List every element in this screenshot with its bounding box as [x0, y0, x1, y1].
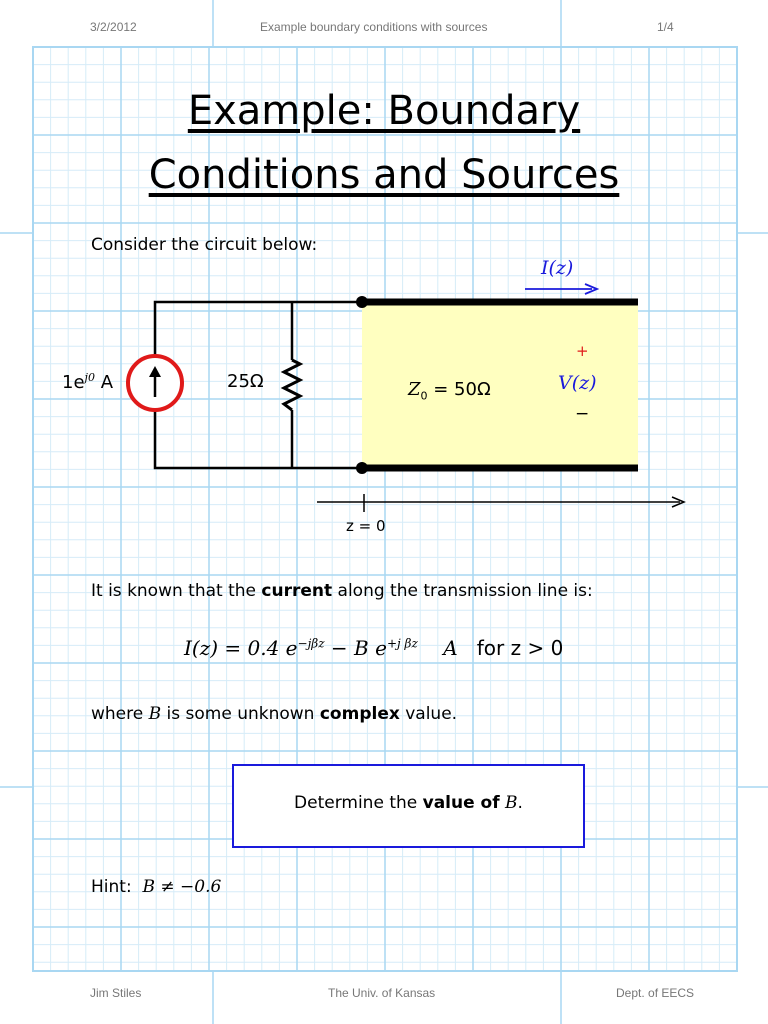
- z-zero-label: z = 0: [346, 517, 386, 535]
- resistor-label: 25Ω: [227, 371, 264, 392]
- where-statement: where B is some unknown complex value.: [91, 704, 458, 724]
- header-page-number: 1/4: [657, 20, 674, 34]
- top-terminal-dot: [356, 296, 368, 308]
- current-equation: I(z) = 0.4 $e^{-j\beta z} - B$ $e^{+j \beta z}$ A for z > 0: [184, 636, 564, 660]
- voltage-minus-sign: −: [575, 404, 590, 424]
- voltage-plus-sign: +: [576, 342, 589, 360]
- footer-department: Dept. of EECS: [616, 986, 695, 1000]
- source-label: $1e^{j0}$ A: [62, 371, 114, 393]
- footer-university: The Univ. of Kansas: [328, 986, 436, 1000]
- current-label: I(z): [541, 257, 574, 279]
- characteristic-impedance-label: $Z_0 = 50\Omega$: [408, 379, 491, 403]
- current-statement: It is known that the current along the transmission line is:: [91, 581, 593, 601]
- task-box: [232, 764, 585, 848]
- bottom-terminal-dot: [356, 462, 368, 474]
- task-text: Determine the value of B.: [294, 793, 523, 813]
- hint: Hint: B ≠ −0.6: [91, 877, 222, 897]
- transmission-line-body: [362, 305, 638, 466]
- circuit-diagram: [0, 250, 768, 550]
- header-doc-title: Example boundary conditions with sources: [260, 20, 488, 34]
- resistor-25-ohm: [284, 360, 300, 410]
- voltage-label: V(z): [558, 372, 597, 394]
- page-title-line2: Conditions and Sources: [148, 152, 620, 198]
- intro-text: Consider the circuit below:: [91, 235, 318, 255]
- footer-author: Jim Stiles: [90, 986, 142, 1000]
- header-date: 3/2/2012: [90, 20, 137, 34]
- page-title-line1: Example: Boundary: [187, 88, 581, 134]
